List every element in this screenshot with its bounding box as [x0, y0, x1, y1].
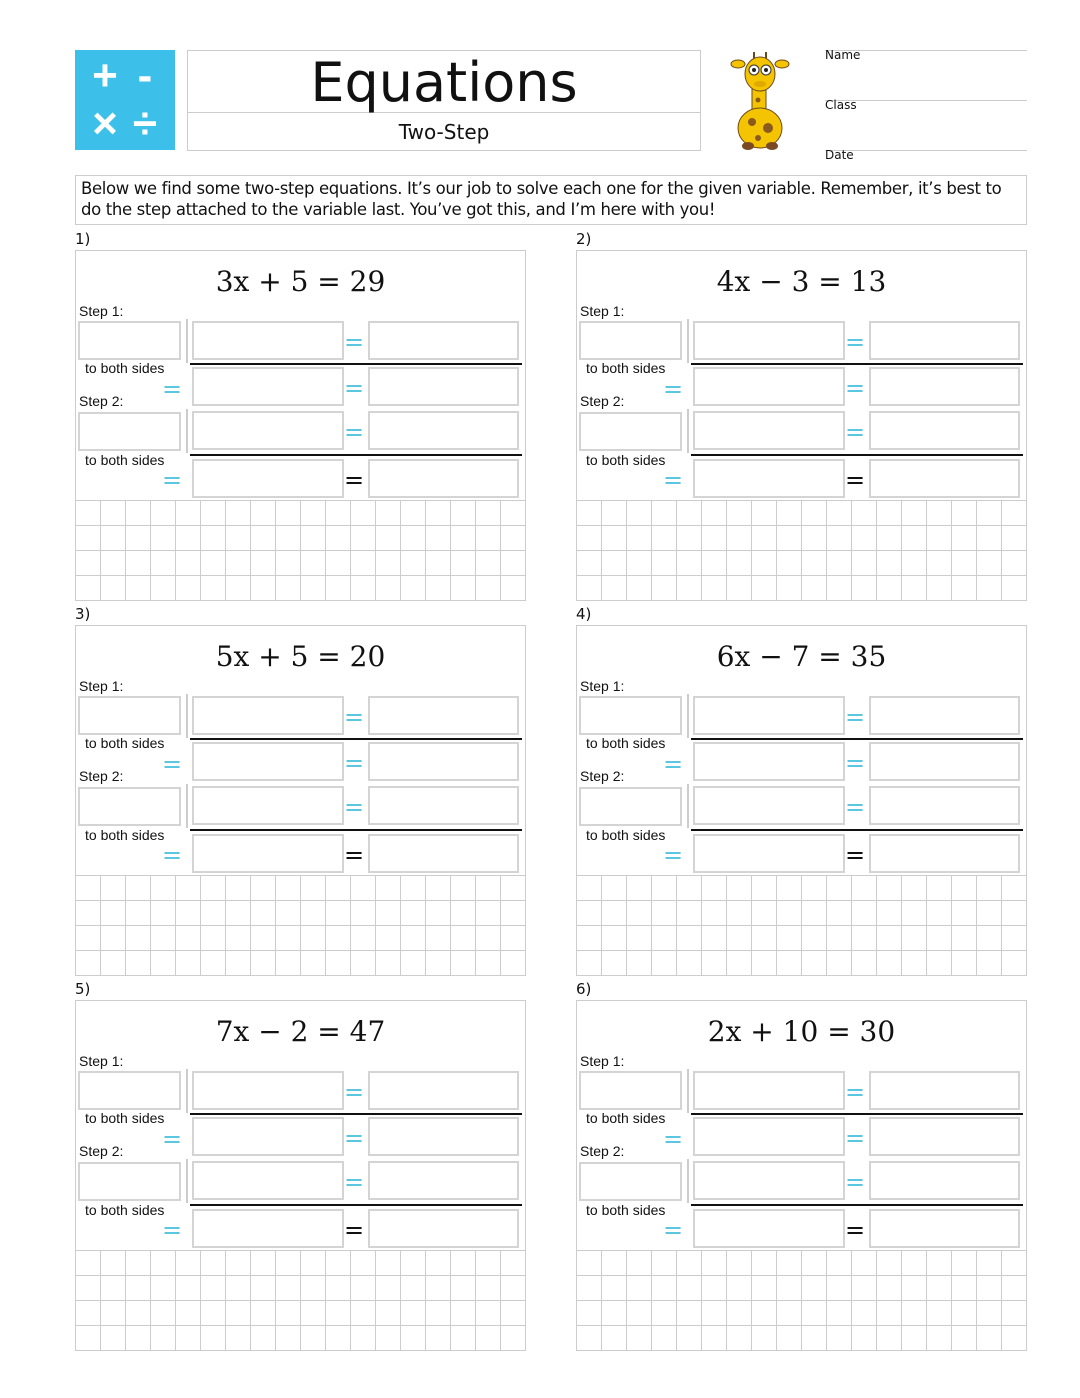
equals-sign: = — [663, 750, 684, 778]
equals-sign: = — [162, 1216, 183, 1244]
equals-sign: = — [845, 466, 866, 494]
right-side-input[interactable] — [368, 742, 519, 781]
equals-sign: = — [663, 1125, 684, 1153]
problem-number: 6) — [576, 980, 592, 998]
step1-operation-input[interactable] — [78, 696, 181, 735]
equals-sign: = — [663, 1216, 684, 1244]
scratch-grid[interactable] — [76, 1250, 525, 1350]
math-operations-logo — [75, 50, 175, 150]
equals-sign: = — [162, 841, 183, 869]
right-side-input[interactable] — [368, 367, 519, 406]
right-side-input[interactable] — [368, 459, 519, 498]
equals-sign: = — [344, 374, 365, 402]
instructions: Below we find some two-step equations. It’s our job to solve each one for the given variable. Remember, it’s best to do the step attached to the variable last. You’ve got this, and I’m here with you! — [75, 175, 1027, 225]
equation: 6x − 7 = 35 — [716, 640, 887, 673]
right-side-input[interactable] — [368, 834, 519, 873]
left-side-input[interactable] — [192, 742, 344, 781]
to-both-sides-label: to both sides — [586, 1110, 666, 1126]
problem-number: 5) — [75, 980, 91, 998]
equals-sign: = — [845, 1168, 866, 1196]
step2-operation-input[interactable] — [579, 412, 682, 451]
rule-line — [190, 1113, 522, 1115]
minus-icon: - — [137, 51, 153, 100]
right-side-input[interactable] — [869, 742, 1020, 781]
step1-label: Step 1: — [580, 1053, 625, 1069]
title-box — [187, 50, 701, 151]
equals-sign: = — [344, 749, 365, 777]
problem-panel — [576, 625, 1027, 976]
rule-line — [190, 363, 522, 365]
step1-operation-input[interactable] — [579, 321, 682, 360]
to-both-sides-label: to both sides — [586, 827, 666, 843]
right-side-input[interactable] — [869, 321, 1020, 360]
divider — [186, 784, 188, 828]
problem-panel — [75, 250, 526, 601]
left-side-input[interactable] — [192, 321, 344, 360]
scratch-grid[interactable] — [76, 875, 525, 975]
problem-number: 3) — [75, 605, 91, 623]
left-side-input[interactable] — [693, 834, 845, 873]
equals-sign: = — [344, 703, 365, 731]
equals-sign: = — [344, 328, 365, 356]
right-side-input[interactable] — [869, 459, 1020, 498]
to-both-sides-label: to both sides — [85, 827, 165, 843]
divider — [687, 694, 689, 738]
step1-label: Step 1: — [79, 1053, 124, 1069]
divider — [186, 409, 188, 453]
rule-line — [190, 829, 522, 831]
to-both-sides-label: to both sides — [85, 452, 165, 468]
equals-sign: = — [845, 1124, 866, 1152]
equals-sign: = — [663, 841, 684, 869]
left-side-input[interactable] — [693, 321, 845, 360]
left-side-input[interactable] — [192, 834, 344, 873]
left-side-input[interactable] — [693, 1117, 845, 1156]
problem-panel — [75, 625, 526, 976]
left-side-input[interactable] — [693, 1209, 845, 1248]
equation: 7x − 2 = 47 — [215, 1015, 386, 1048]
plus-icon: + — [92, 51, 118, 100]
equals-sign: = — [845, 793, 866, 821]
step1-operation-input[interactable] — [78, 1071, 181, 1110]
rule-line — [190, 1204, 522, 1206]
equation: 5x + 5 = 20 — [215, 640, 386, 673]
right-side-input[interactable] — [368, 1117, 519, 1156]
to-both-sides-label: to both sides — [586, 360, 666, 376]
divider — [687, 319, 689, 363]
problem-panel — [576, 1000, 1027, 1351]
page-title: Equations — [188, 53, 700, 113]
to-both-sides-label: to both sides — [85, 1110, 165, 1126]
step1-operation-input[interactable] — [78, 321, 181, 360]
step1-label: Step 1: — [580, 678, 625, 694]
to-both-sides-label: to both sides — [586, 1202, 666, 1218]
right-side-input[interactable] — [869, 367, 1020, 406]
right-side-input[interactable] — [869, 411, 1020, 450]
rule-line — [691, 829, 1023, 831]
rule-line — [691, 454, 1023, 456]
step2-label: Step 2: — [79, 393, 124, 409]
scratch-grid[interactable] — [577, 1250, 1026, 1350]
step1-label: Step 1: — [79, 678, 124, 694]
step2-operation-input[interactable] — [78, 1162, 181, 1201]
equals-sign: = — [162, 1125, 183, 1153]
step2-label: Step 2: — [79, 768, 124, 784]
class-label: Class — [825, 98, 857, 112]
right-side-input[interactable] — [869, 696, 1020, 735]
name-label: Name — [825, 48, 861, 62]
divide-icon: ÷ — [132, 99, 158, 148]
divider — [186, 1159, 188, 1203]
left-side-input[interactable] — [192, 367, 344, 406]
equals-sign: = — [845, 841, 866, 869]
equals-sign: = — [344, 466, 365, 494]
right-side-input[interactable] — [368, 1071, 519, 1110]
equals-sign: = — [344, 1078, 365, 1106]
equals-sign: = — [845, 374, 866, 402]
giraffe-icon — [728, 48, 792, 152]
equals-sign: = — [344, 1168, 365, 1196]
equation: 4x − 3 = 13 — [716, 265, 887, 298]
left-side-input[interactable] — [192, 696, 344, 735]
left-side-input[interactable] — [192, 1209, 344, 1248]
left-side-input[interactable] — [192, 411, 344, 450]
right-side-input[interactable] — [869, 1071, 1020, 1110]
scratch-grid[interactable] — [577, 500, 1026, 600]
equals-sign: = — [845, 703, 866, 731]
left-side-input[interactable] — [693, 1071, 845, 1110]
problem-panel — [576, 250, 1027, 601]
to-both-sides-label: to both sides — [586, 735, 666, 751]
date-label: Date — [825, 148, 854, 162]
left-side-input[interactable] — [192, 1117, 344, 1156]
right-side-input[interactable] — [368, 411, 519, 450]
step2-operation-input[interactable] — [579, 787, 682, 826]
divider — [186, 694, 188, 738]
divider — [186, 319, 188, 363]
rule-line — [691, 1113, 1023, 1115]
left-side-input[interactable] — [693, 459, 845, 498]
right-side-input[interactable] — [368, 1161, 519, 1200]
divider — [687, 784, 689, 828]
to-both-sides-label: to both sides — [85, 360, 165, 376]
equation: 3x + 5 = 29 — [215, 265, 386, 298]
right-side-input[interactable] — [869, 1117, 1020, 1156]
left-side-input[interactable] — [192, 786, 344, 825]
right-side-input[interactable] — [869, 786, 1020, 825]
right-side-input[interactable] — [869, 1161, 1020, 1200]
right-side-input[interactable] — [869, 1209, 1020, 1248]
left-side-input[interactable] — [693, 742, 845, 781]
class-field[interactable] — [825, 100, 1027, 150]
divider — [687, 409, 689, 453]
right-side-input[interactable] — [368, 1209, 519, 1248]
to-both-sides-label: to both sides — [85, 1202, 165, 1218]
problem-number: 2) — [576, 230, 592, 248]
equals-sign: = — [162, 750, 183, 778]
step1-label: Step 1: — [580, 303, 625, 319]
left-side-input[interactable] — [192, 1071, 344, 1110]
right-side-input[interactable] — [368, 696, 519, 735]
left-side-input[interactable] — [693, 411, 845, 450]
equation: 2x + 10 = 30 — [707, 1015, 896, 1048]
step2-operation-input[interactable] — [579, 1162, 682, 1201]
left-side-input[interactable] — [192, 1161, 344, 1200]
equals-sign: = — [344, 841, 365, 869]
left-side-input[interactable] — [693, 786, 845, 825]
problem-panel — [75, 1000, 526, 1351]
rule-line — [691, 738, 1023, 740]
equals-sign: = — [663, 466, 684, 494]
rule-line — [190, 738, 522, 740]
equals-sign: = — [344, 418, 365, 446]
scratch-grid[interactable] — [577, 875, 1026, 975]
step2-label: Step 2: — [580, 1143, 625, 1159]
step2-label: Step 2: — [580, 768, 625, 784]
step1-label: Step 1: — [79, 303, 124, 319]
step2-operation-input[interactable] — [78, 412, 181, 451]
rule-line — [190, 454, 522, 456]
step2-operation-input[interactable] — [78, 787, 181, 826]
equals-sign: = — [344, 793, 365, 821]
equals-sign: = — [845, 749, 866, 777]
problem-number: 1) — [75, 230, 91, 248]
problem-number: 4) — [576, 605, 592, 623]
step1-operation-input[interactable] — [579, 1071, 682, 1110]
rule-line — [691, 1204, 1023, 1206]
equals-sign: = — [344, 1124, 365, 1152]
right-side-input[interactable] — [368, 786, 519, 825]
step1-operation-input[interactable] — [579, 696, 682, 735]
to-both-sides-label: to both sides — [85, 735, 165, 751]
right-side-input[interactable] — [368, 321, 519, 360]
equals-sign: = — [663, 375, 684, 403]
scratch-grid[interactable] — [76, 500, 525, 600]
step2-label: Step 2: — [79, 1143, 124, 1159]
rule-line — [691, 363, 1023, 365]
left-side-input[interactable] — [693, 367, 845, 406]
right-side-input[interactable] — [869, 834, 1020, 873]
equals-sign: = — [162, 466, 183, 494]
step2-label: Step 2: — [580, 393, 625, 409]
equals-sign: = — [845, 1216, 866, 1244]
divider — [687, 1069, 689, 1113]
to-both-sides-label: to both sides — [586, 452, 666, 468]
divider — [186, 1069, 188, 1113]
equals-sign: = — [845, 1078, 866, 1106]
divider — [687, 1159, 689, 1203]
multiply-icon: × — [92, 99, 118, 148]
equals-sign: = — [845, 418, 866, 446]
equals-sign: = — [845, 328, 866, 356]
left-side-input[interactable] — [693, 1161, 845, 1200]
name-field[interactable] — [825, 50, 1027, 100]
equals-sign: = — [344, 1216, 365, 1244]
left-side-input[interactable] — [192, 459, 344, 498]
left-side-input[interactable] — [693, 696, 845, 735]
page-subtitle: Two-Step — [398, 120, 490, 144]
equals-sign: = — [162, 375, 183, 403]
